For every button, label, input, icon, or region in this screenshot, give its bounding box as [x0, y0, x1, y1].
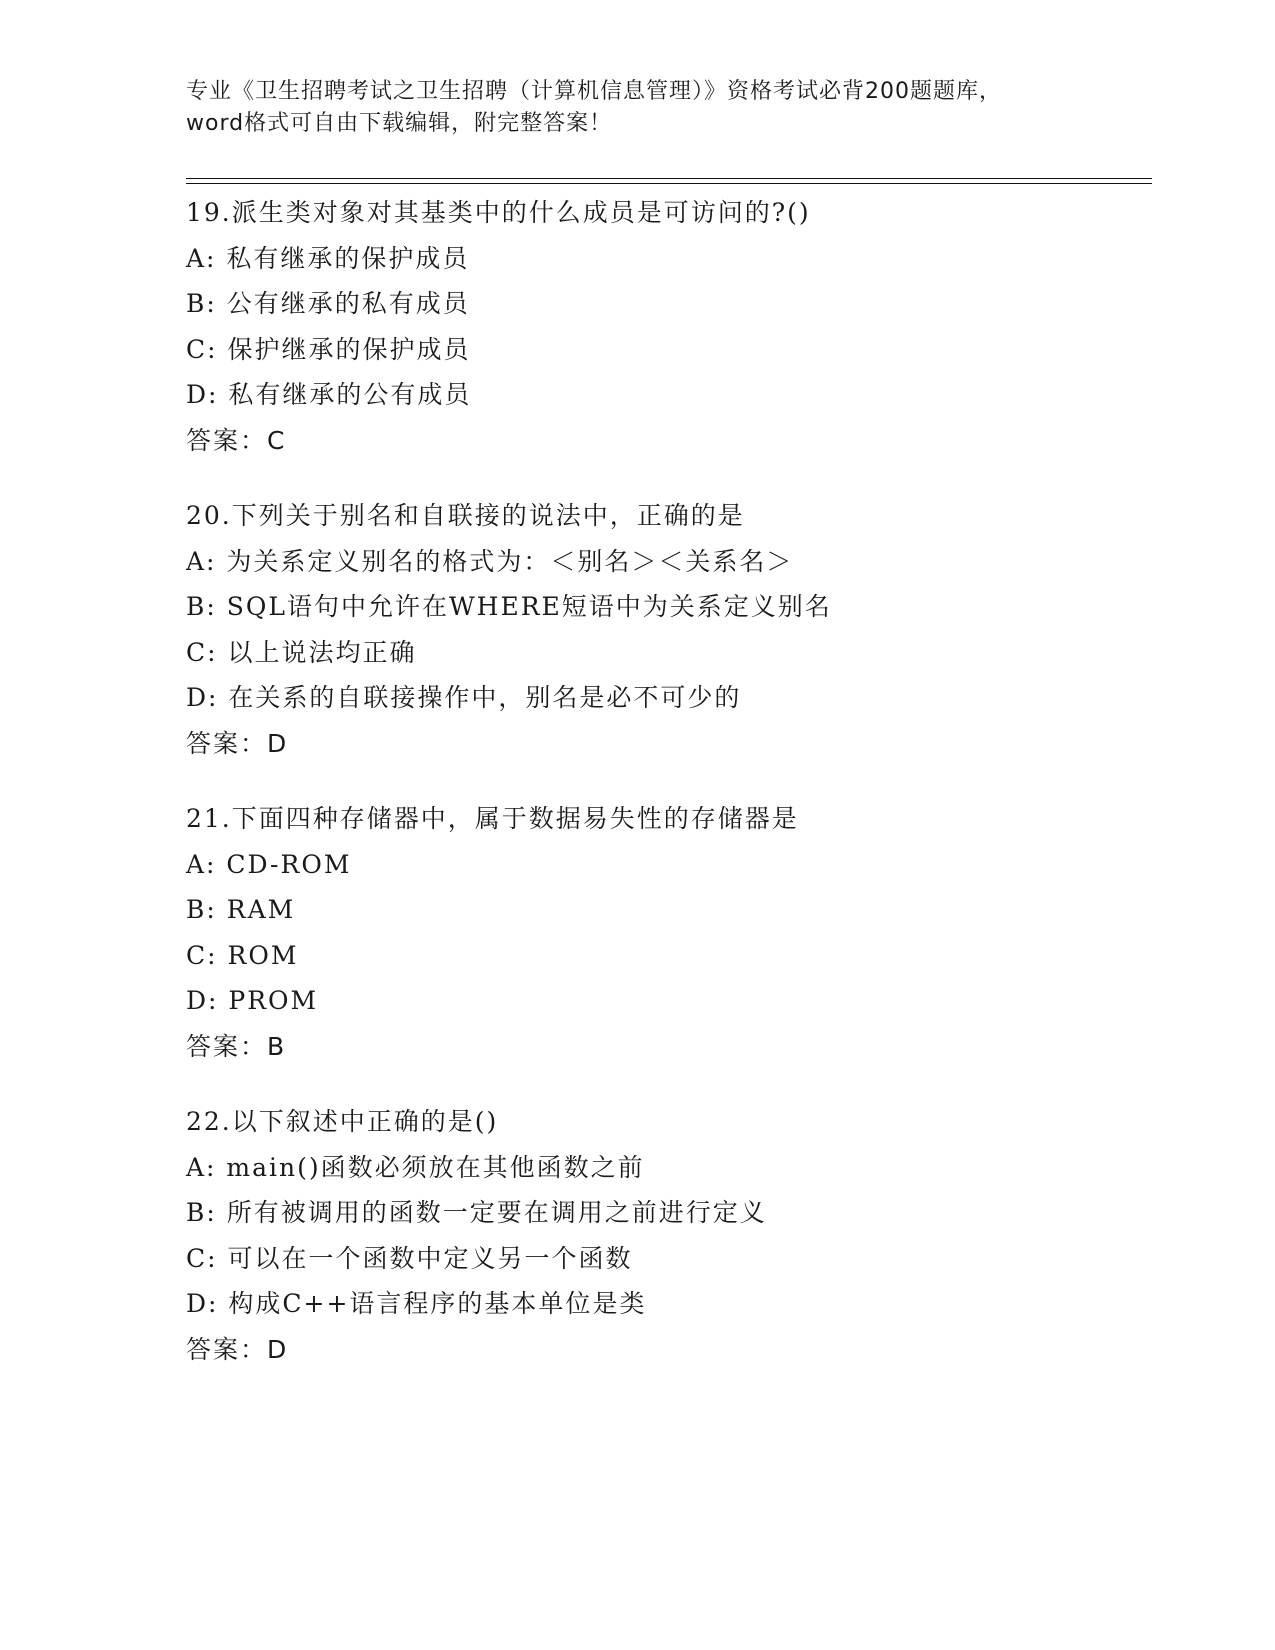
option-a: A: main()函数必须放在其他函数之前 — [186, 1152, 645, 1182]
question-list — [186, 190, 1146, 1402]
option-d: D: 在关系的自联接操作中，别名是必不可少的 — [186, 683, 742, 712]
option-c: C: ROM — [186, 940, 299, 970]
option-c: C: 可以在一个函数中定义另一个函数 — [186, 1243, 633, 1273]
answer-line: 答案：C — [186, 425, 287, 455]
answer-line: 答案：B — [186, 1031, 287, 1061]
option-d: D: PROM — [186, 986, 319, 1015]
question-stem: 21.下面四种存储器中，属于数据易失性的存储器是 — [186, 804, 799, 833]
question-21 — [186, 796, 1146, 1069]
question-19 — [186, 190, 1146, 463]
option-b: B: SQL语句中允许在WHERE短语中为关系定义别名 — [186, 592, 832, 621]
option-a: A: 私有继承的保护成员 — [186, 243, 470, 273]
option-a: A: CD-ROM — [186, 849, 352, 879]
option-b: B: 公有继承的私有成员 — [186, 289, 470, 318]
option-d: D: 私有继承的公有成员 — [186, 380, 472, 409]
answer-line: 答案：D — [186, 1334, 289, 1364]
option-a: A: 为关系定义别名的格式为：＜别名＞＜关系名＞ — [186, 546, 794, 576]
header-divider-top — [186, 178, 1152, 179]
answer-line: 答案：D — [186, 728, 289, 758]
question-stem: 22.以下叙述中正确的是() — [186, 1107, 499, 1136]
option-b: B: RAM — [186, 895, 296, 924]
question-22 — [186, 1099, 1146, 1372]
header-divider-bottom — [186, 183, 1152, 184]
question-20 — [186, 493, 1146, 766]
option-c: C: 保护继承的保护成员 — [186, 334, 471, 364]
document-header — [186, 76, 1086, 140]
option-b: B: 所有被调用的函数一定要在调用之前进行定义 — [186, 1198, 767, 1227]
header-title-line-1: 专业《卫生招聘考试之卫生招聘（计算机信息管理）》资格考试必背200题题库， — [186, 79, 1002, 104]
question-stem: 19.派生类对象对其基类中的什么成员是可访问的?() — [186, 198, 811, 227]
question-stem: 20.下列关于别名和自联接的说法中，正确的是 — [186, 501, 745, 530]
option-c: C: 以上说法均正确 — [186, 637, 417, 667]
header-title-line-2: word格式可自由下载编辑，附完整答案！ — [186, 111, 613, 136]
option-d: D: 构成C++语言程序的基本单位是类 — [186, 1289, 647, 1318]
